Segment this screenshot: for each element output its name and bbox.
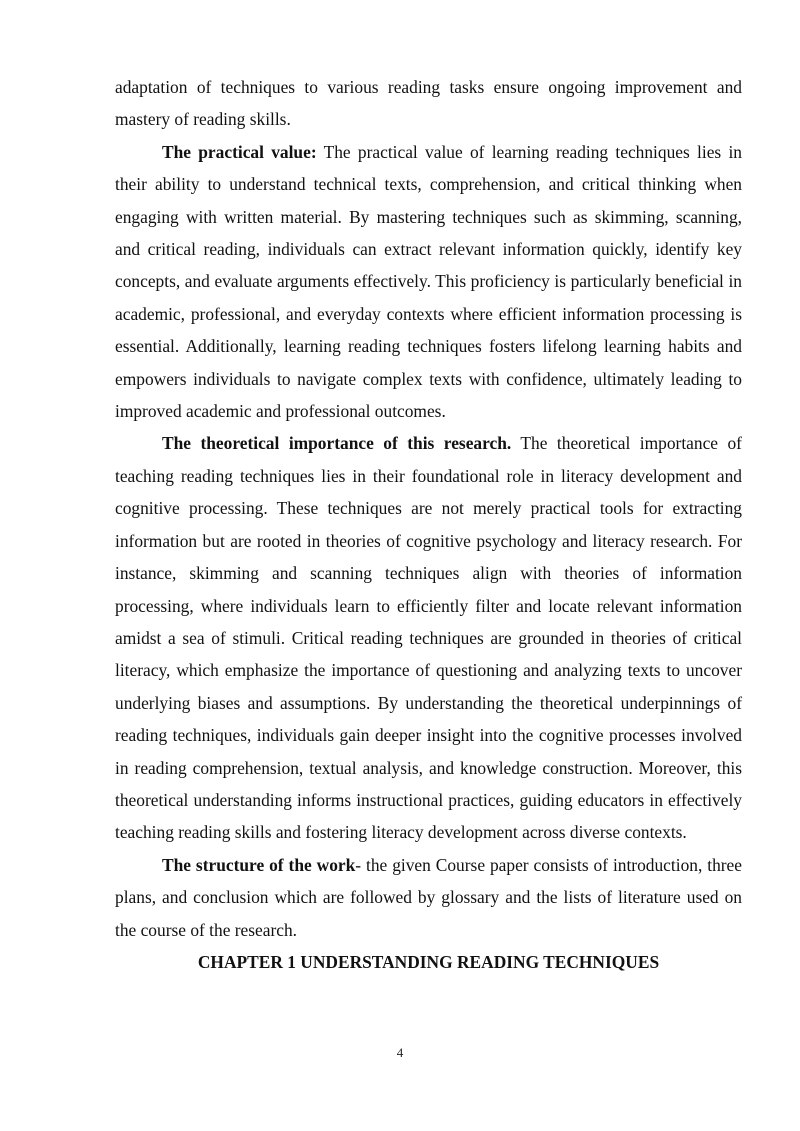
page-content <box>115 71 742 978</box>
structure-text: - the given Course paper consists of introduction, three plans, and conclusion which are followed by glossary and the lists of literature used on the course of the research. <box>115 854 742 940</box>
practical-value-text: The practical value of learning reading techniques lies in their ability to understand technical texts, comprehension, and critical thinking when engaging with written material. By mastering techniques such as skimming, scanning, and critical reading, individuals can extract relevant information quickly, identify key concepts, and evaluate arguments effectively. This proficiency is particularly beneficial in academic, professional, and everyday contexts where efficient information processing is essential. Additionally, learning reading techniques fosters lifelong learning habits and empowers individuals to navigate complex texts with confidence, ultimately leading to improved academic and professional outcomes. <box>115 141 742 422</box>
page-number: 4 <box>396 1045 404 1060</box>
theoretical-importance-text: The theoretical importance of teaching reading techniques lies in their foundational role in literacy development and cognitive processing. These techniques are not merely practical tools for extracting information but are rooted in theories of cognitive psychology and literacy research. For instance, skimming and scanning techniques align with theories of information processing, where individuals learn to efficiently filter and locate relevant information amidst a sea of stimuli. Critical reading techniques are grounded in theories of critical literacy, which emphasize the importance of questioning and analyzing texts to uncover underlying biases and assumptions. By understanding the theoretical underpinnings of reading techniques, individuals gain deeper insight into the cognitive processes involved in reading comprehension, textual analysis, and knowledge construction. Moreover, this theoretical understanding informs instructional practices, guiding educators in effectively teaching reading skills and fostering literacy development across diverse contexts. <box>115 433 742 843</box>
practical-value-paragraph <box>115 136 742 428</box>
structure-heading: The structure of the work <box>162 854 356 875</box>
structure-paragraph <box>115 849 742 946</box>
practical-value-heading: The practical value: <box>162 141 317 162</box>
intro-fragment-paragraph: adaptation of techniques to various reading tasks ensure ongoing improvement and mastery of reading skills. <box>115 77 742 130</box>
theoretical-importance-paragraph <box>115 427 742 848</box>
chapter-heading: CHAPTER 1 UNDERSTANDING READING TECHNIQUES <box>197 951 660 972</box>
theoretical-importance-heading: The theoretical importance of this research. <box>162 433 512 454</box>
